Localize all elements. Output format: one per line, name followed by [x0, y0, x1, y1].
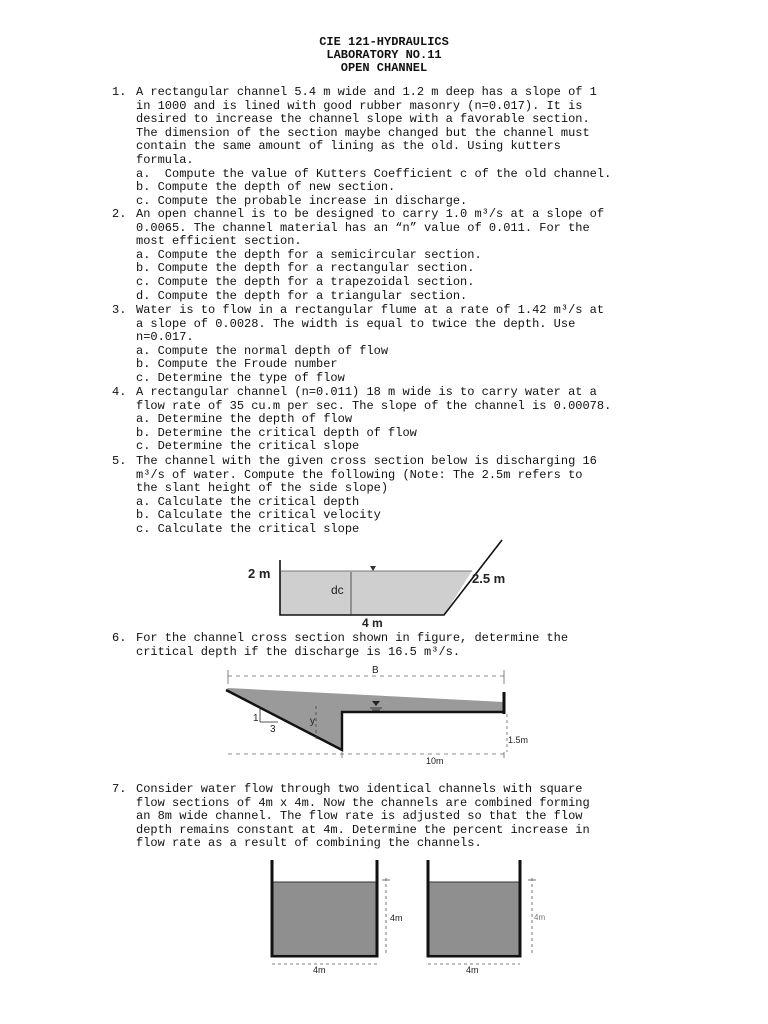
header-topic: OPEN CHANNEL — [340, 61, 428, 75]
problem-number: 1. — [112, 85, 127, 99]
fig5-critical-depth-label: dc — [331, 583, 344, 597]
problem-text: a. Calculate the critical depth — [136, 494, 360, 509]
problem-text: d. Compute the depth for a triangular section. — [136, 288, 468, 303]
problem-text: most efficient section. — [136, 234, 302, 249]
problem-text: a slope of 0.0028. The width is equal to twice the depth. Use — [136, 316, 576, 331]
problem-line — [112, 304, 604, 318]
figure-6-drawing — [220, 662, 530, 772]
problem-line — [112, 783, 590, 797]
problem-line — [112, 168, 611, 182]
problem-text: a. Compute the normal depth of flow — [136, 343, 389, 358]
problem-text: c. Determine the type of flow — [136, 370, 345, 385]
problem-text: b. Determine the critical depth of flow — [136, 425, 417, 440]
problem-text: The dimension of the section maybe changed but the channel must — [136, 125, 590, 140]
problem-line — [112, 208, 604, 222]
problem-line — [112, 646, 568, 660]
fig7-left-width-label: 4m — [313, 965, 326, 975]
problem-line — [112, 127, 611, 141]
problem-number: 3. — [112, 303, 127, 317]
header-lab-number: LABORATORY NO.11 — [326, 48, 442, 62]
problem-number: 4. — [112, 385, 127, 399]
problem-line — [112, 154, 611, 168]
fig6-depth-label: y — [310, 716, 315, 727]
problem-line — [112, 372, 604, 386]
problem-line — [112, 290, 604, 304]
problem-5 — [112, 455, 597, 537]
problem-text: c. Determine the critical slope — [136, 439, 360, 454]
problem-text: in 1000 and is lined with good rubber masonry (n=0.017). It is — [136, 98, 583, 113]
fig7-left-height-label: 4m — [390, 913, 403, 923]
problem-text: formula. — [136, 152, 194, 167]
problem-number: 7. — [112, 782, 127, 796]
problem-line — [112, 797, 590, 811]
fig5-slant-height-label: 2.5 m — [472, 571, 506, 586]
problem-text: flow sections of 4m x 4m. Now the channels are combined forming — [136, 795, 590, 810]
problem-line — [112, 469, 597, 483]
problem-number: 6. — [112, 631, 127, 645]
problem-2 — [112, 208, 604, 303]
problem-text: 0.0065. The channel material has an “n” value of 0.011. For the — [136, 220, 590, 235]
problem-text: b. Calculate the critical velocity — [136, 508, 381, 523]
problem-line — [112, 810, 590, 824]
fig6-slope-horizontal-label: 3 — [270, 724, 276, 735]
fig6-top-width-label: B — [372, 665, 379, 676]
problem-line — [112, 427, 611, 441]
problem-text: b. Compute the depth of new section. — [136, 180, 396, 195]
problem-line — [112, 440, 611, 454]
problem-text: a. Compute the depth for a semicircular section. — [136, 247, 482, 262]
fig5-left-depth-label: 2 m — [248, 566, 271, 581]
figure-6-channel-section — [220, 662, 530, 772]
problem-text: critical depth if the discharge is 16.5 m³/s. — [136, 644, 461, 659]
problem-text: depth remains constant at 4m. Determine the percent increase in — [136, 822, 590, 837]
problem-line — [112, 358, 604, 372]
problem-line — [112, 86, 611, 100]
problem-line — [112, 413, 611, 427]
fig7-right-height-label: 4m — [534, 913, 546, 922]
problem-text: c. Compute the probable increase in discharge. — [136, 193, 468, 208]
problem-line — [112, 331, 604, 345]
problem-text: a. Determine the depth of flow — [136, 412, 353, 427]
problem-text: the slant height of the side slope) — [136, 481, 389, 496]
problem-3 — [112, 304, 604, 386]
problem-1 — [112, 86, 611, 208]
problem-7 — [112, 783, 590, 851]
problem-text: a. Compute the value of Kutters Coefficient c of the old channel. — [136, 166, 612, 181]
problem-line — [112, 235, 604, 249]
problem-line — [112, 400, 611, 414]
problem-line — [112, 632, 568, 646]
problem-line — [112, 496, 597, 510]
problem-text: c. Compute the depth for a trapezoidal section. — [136, 274, 475, 289]
problem-text: Water is to flow in a rectangular flume at a rate of 1.42 m³/s at — [136, 303, 605, 317]
figure-7-square-channels — [262, 858, 552, 974]
problem-text: an 8m wide channel. The flow rate is adjusted so that the flow — [136, 809, 583, 824]
problem-line — [112, 113, 611, 127]
problem-text: m³/s of water. Compute the following (Note: The 2.5m refers to — [136, 467, 583, 482]
problem-text: c. Calculate the critical slope — [136, 521, 360, 536]
fig6-step-height-label: 1.5m — [508, 735, 529, 745]
fig6-bottom-width-label: 10m — [426, 756, 444, 766]
problem-text: flow rate of 35 cu.m per sec. The slope of the channel is 0.00078. — [136, 398, 612, 413]
problem-text: b. Compute the Froude number — [136, 357, 338, 372]
problem-line — [112, 249, 604, 263]
problem-line — [112, 837, 590, 851]
problem-line — [112, 276, 604, 290]
problem-line — [112, 222, 604, 236]
header-course: CIE 121-HYDRAULICS — [319, 35, 449, 49]
problem-line — [112, 181, 611, 195]
problem-line — [112, 455, 597, 469]
problem-text: contain the same amount of lining as the old. Using kutters — [136, 139, 561, 154]
problem-text: For the channel cross section shown in figure, determine the — [136, 631, 569, 645]
problem-text: n=0.017. — [136, 330, 194, 345]
problem-text: An open channel is to be designed to carry 1.0 m³/s at a slope of — [136, 207, 605, 221]
problem-line — [112, 318, 604, 332]
problem-line — [112, 386, 611, 400]
problem-line — [112, 482, 597, 496]
problem-6 — [112, 632, 568, 659]
figure-7-drawing — [262, 858, 552, 974]
problem-4 — [112, 386, 611, 454]
fig7-right-width-label: 4m — [466, 965, 479, 975]
problem-line — [112, 523, 597, 537]
problem-text: b. Compute the depth for a rectangular section. — [136, 261, 475, 276]
problem-line — [112, 262, 604, 276]
problem-line — [112, 509, 597, 523]
problem-text: Consider water flow through two identical channels with square — [136, 782, 583, 796]
problem-text: A rectangular channel 5.4 m wide and 1.2 m deep has a slope of 1 — [136, 85, 597, 99]
problem-text: desired to increase the channel slope with a favorable section. — [136, 112, 590, 127]
problem-line — [112, 100, 611, 114]
problem-number: 5. — [112, 454, 127, 468]
problem-line — [112, 824, 590, 838]
fig6-slope-vertical-label: 1 — [253, 713, 259, 724]
problem-line — [112, 345, 604, 359]
problem-number: 2. — [112, 207, 127, 221]
problem-text: flow rate as a result of combining the channels. — [136, 836, 482, 851]
problem-line — [112, 140, 611, 154]
problem-text: The channel with the given cross section below is discharging 16 — [136, 454, 597, 468]
fig5-bottom-width-label: 4 m — [362, 616, 383, 630]
problem-text: A rectangular channel (n=0.011) 18 m wide is to carry water at a — [136, 385, 597, 399]
